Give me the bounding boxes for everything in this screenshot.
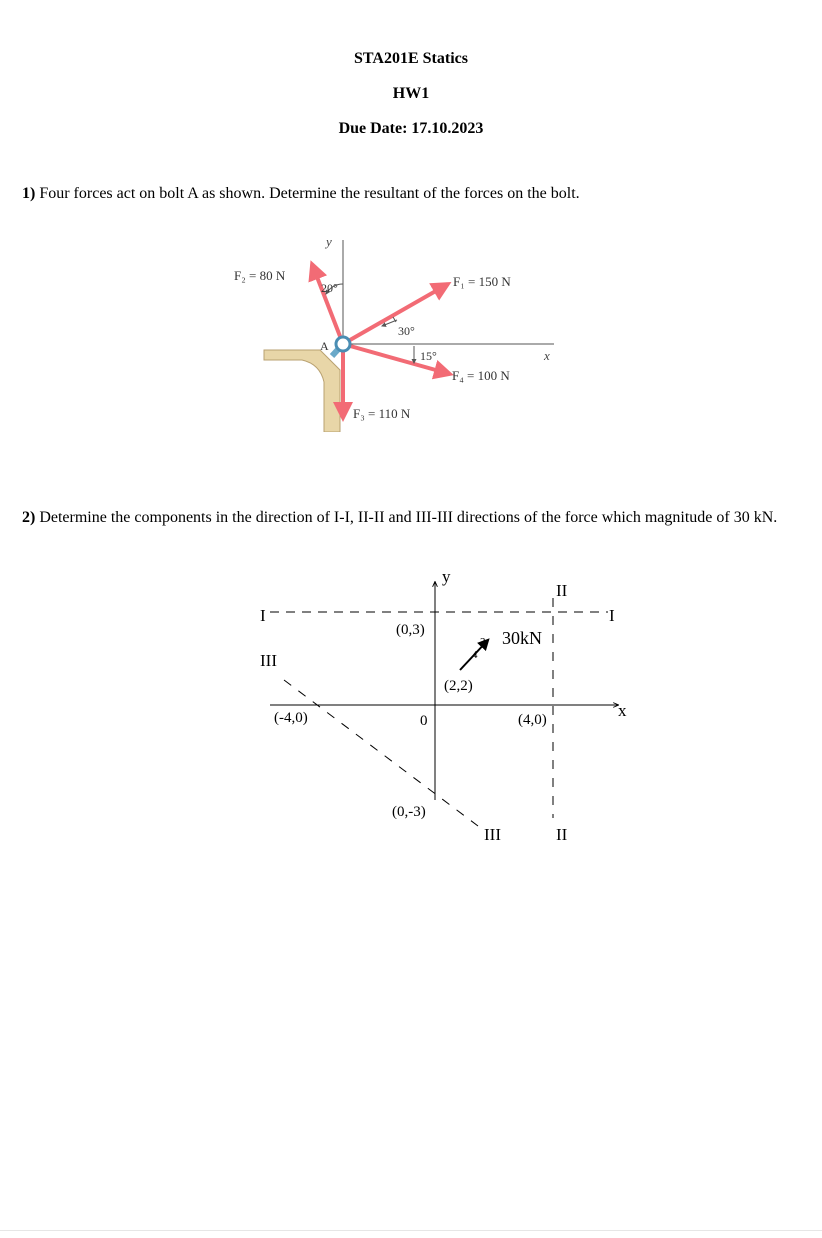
point-m4-0-label: (-4,0) (274, 710, 308, 726)
course-title: STA201E Statics (354, 50, 468, 67)
point-4-0-label: (4,0) (518, 712, 547, 728)
y-axis-label: y (326, 234, 332, 249)
angle-30-label: 30° (398, 324, 415, 338)
bolt-eye (336, 337, 350, 351)
page-bottom-rule (0, 1230, 822, 1231)
slope-rise-label: 3 (480, 636, 486, 648)
homework-number: HW1 (392, 85, 430, 102)
force-F2-arrow (312, 264, 343, 344)
force-F3-label: F₃ = 110 N (353, 406, 411, 421)
origin-label: 0 (420, 713, 428, 729)
question-2-text: Determine the components in the direction of I-I, II-II and III-III directions of the force which magnitude of 30 kN. (35, 509, 778, 526)
x-axis-label: x (544, 348, 550, 363)
question-2-number: 2) (22, 509, 36, 526)
angle-15-label: 15° (420, 349, 437, 363)
point-0-m3-label: (0,-3) (392, 804, 426, 820)
force-F4-label: F₄ = 100 N (452, 368, 510, 383)
line-III-III (284, 680, 478, 826)
question-1 (22, 184, 802, 203)
y-axis-label-2: y (442, 567, 451, 586)
due-date: Due Date: 17.10.2023 (338, 120, 484, 137)
angle-20-label: 20° (321, 281, 338, 295)
slope-run-label: 4 (472, 649, 478, 661)
line-III-bottom-label: III (484, 825, 501, 844)
point-2-2-label: (2,2) (444, 678, 473, 694)
force-F2-label: F₂ = 80 N (234, 268, 286, 283)
question-1-text: Four forces act on bolt A as shown. Determine the resultant of the forces on the bolt. (35, 185, 580, 202)
wall-support (264, 350, 340, 432)
components-figure (240, 560, 640, 860)
line-II-top-label: II (556, 581, 568, 600)
force-30kN-label: 30kN (502, 628, 542, 648)
bolt-label: A (320, 339, 329, 353)
line-I-right-label: I (609, 606, 615, 625)
line-II-bottom-label: II (556, 825, 568, 844)
point-0-3-label: (0,3) (396, 622, 425, 638)
force-F1-arrow (343, 284, 448, 344)
question-1-number: 1) (22, 185, 36, 202)
bolt-force-figure (222, 222, 562, 432)
question-2 (22, 508, 802, 527)
line-I-left-label: I (260, 606, 266, 625)
x-axis-label-2: x (618, 701, 627, 720)
line-III-top-label: III (260, 651, 277, 670)
force-F1-label: F₁ = 150 N (453, 274, 511, 289)
